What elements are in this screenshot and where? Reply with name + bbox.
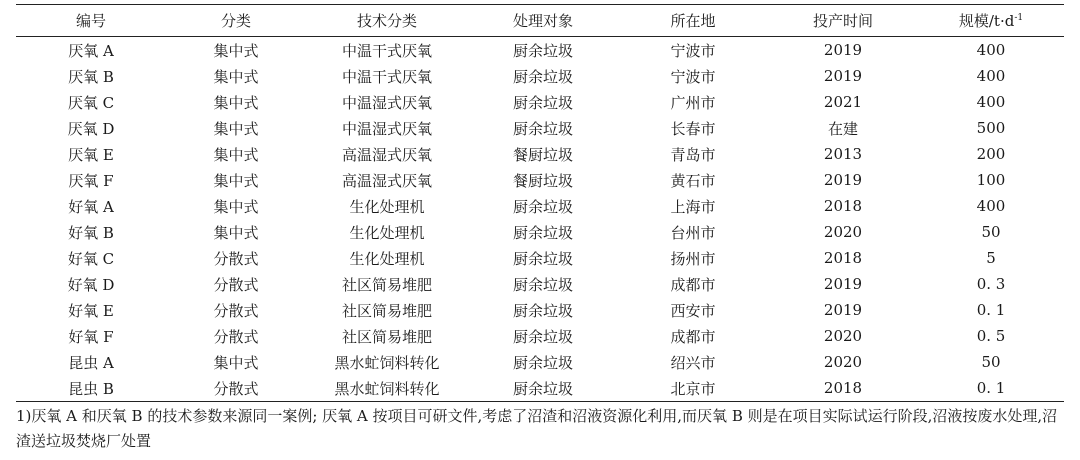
cell-waste-type: 厨余垃圾: [512, 275, 573, 294]
header-waste-type: 处理对象: [512, 12, 573, 30]
cell-start-year: 2020: [823, 353, 863, 371]
cell-scale: 50: [981, 353, 1001, 371]
table-footnote: 1)厌氧 A 和厌氧 B 的技术参数来源同一案例; 厌氧 A 按项目可研文件,考虑了沼渣和沼液资源化利用,而厌氧 B 则是在项目实际试运行阶段,沼液按废水处理,沼渣送垃圾焚烧厂处置: [16, 407, 1058, 450]
cell-technology: 生化处理机: [349, 249, 425, 268]
header-location: 所在地: [670, 12, 716, 30]
cell-start-year: 2019: [823, 171, 863, 189]
cell-location: 青岛市: [670, 145, 716, 164]
cell-technology: 高温湿式厌氧: [341, 171, 432, 190]
header-category: 分类: [220, 12, 251, 30]
cell-start-year: 2019: [823, 301, 863, 319]
cell-technology: 中温干式厌氧: [341, 67, 432, 86]
cell-location: 北京市: [670, 379, 716, 398]
cell-waste-type: 厨余垃圾: [512, 93, 573, 112]
table-row: [16, 271, 1064, 297]
table-row: [16, 141, 1064, 167]
cell-technology: 社区简易堆肥: [341, 275, 432, 294]
cell-scale: 0. 1: [976, 301, 1006, 319]
cell-scale: 5: [986, 249, 996, 267]
cell-scale: 0. 1: [976, 379, 1006, 397]
cell-start-year: 2013: [823, 145, 863, 163]
cell-category: 集中式: [213, 223, 259, 242]
cell-scale: 400: [976, 67, 1006, 85]
cell-category: 分散式: [213, 327, 259, 346]
cell-scale: 50: [981, 223, 1001, 241]
table-row: [16, 297, 1064, 323]
cell-location: 广州市: [670, 93, 716, 112]
cell-category: 分散式: [213, 301, 259, 320]
table-row: [16, 193, 1064, 219]
cell-start-year: 2018: [823, 249, 863, 267]
cell-id: 好氧 C: [67, 249, 115, 268]
cell-category: 集中式: [213, 41, 259, 60]
cell-waste-type: 厨余垃圾: [512, 379, 573, 398]
cell-waste-type: 厨余垃圾: [512, 119, 573, 138]
cell-id: 好氧 A: [68, 197, 114, 216]
cell-location: 台州市: [670, 223, 716, 242]
cell-category: 集中式: [213, 197, 259, 216]
header-scale-label: 规模/t·d: [958, 12, 1015, 30]
cell-technology: 中温湿式厌氧: [341, 119, 432, 138]
table-row: [16, 115, 1064, 141]
cell-category: 集中式: [213, 93, 259, 112]
cell-start-year: 2019: [823, 41, 863, 59]
cell-id: 好氧 B: [68, 223, 114, 242]
table-row: [16, 323, 1064, 349]
cell-id: 厌氧 D: [67, 119, 115, 138]
cell-scale: 500: [976, 119, 1006, 137]
cell-category: 集中式: [213, 145, 259, 164]
cell-technology: 黑水虻饲料转化: [334, 353, 440, 372]
cell-waste-type: 餐厨垃圾: [512, 145, 573, 164]
cell-waste-type: 厨余垃圾: [512, 41, 573, 60]
cell-location: 上海市: [670, 197, 716, 216]
cell-technology: 生化处理机: [349, 197, 425, 216]
cell-technology: 社区简易堆肥: [341, 327, 432, 346]
cell-start-year: 2021: [823, 93, 863, 111]
cell-scale: 400: [976, 197, 1006, 215]
cell-waste-type: 厨余垃圾: [512, 353, 573, 372]
cell-location: 长春市: [670, 119, 716, 138]
cell-technology: 中温干式厌氧: [341, 41, 432, 60]
table-row: [16, 37, 1064, 64]
cell-id: 好氧 F: [68, 327, 114, 346]
cell-waste-type: 厨余垃圾: [512, 223, 573, 242]
cell-waste-type: 厨余垃圾: [512, 249, 573, 268]
cell-location: 宁波市: [670, 67, 716, 86]
cell-category: 分散式: [213, 249, 259, 268]
cell-start-year: 2020: [823, 327, 863, 345]
cell-location: 扬州市: [670, 249, 716, 268]
cell-location: 宁波市: [670, 41, 716, 60]
cell-id: 厌氧 F: [68, 171, 114, 190]
table-row: [16, 245, 1064, 271]
cell-start-year: 2019: [823, 67, 863, 85]
cell-waste-type: 厨余垃圾: [512, 327, 573, 346]
table-row: [16, 63, 1064, 89]
cell-id: 厌氧 B: [68, 67, 114, 86]
cell-technology: 生化处理机: [349, 223, 425, 242]
cell-start-year: 在建: [827, 119, 858, 138]
cell-scale: 200: [976, 145, 1006, 163]
table-row: [16, 375, 1064, 402]
cell-location: 黄石市: [670, 171, 716, 190]
cell-start-year: 2018: [823, 379, 863, 397]
cell-scale: 0. 5: [976, 327, 1006, 345]
cell-category: 集中式: [213, 353, 259, 372]
table-row: [16, 349, 1064, 375]
header-start-year: 投产时间: [812, 12, 873, 30]
data-table-container: [16, 4, 1064, 402]
cell-location: 成都市: [670, 327, 716, 346]
cell-id: 好氧 D: [67, 275, 115, 294]
cell-technology: 高温湿式厌氧: [341, 145, 432, 164]
cell-start-year: 2020: [823, 223, 863, 241]
cell-waste-type: 餐厨垃圾: [512, 171, 573, 190]
cell-category: 集中式: [213, 67, 259, 86]
header-scale-exponent: -1: [1014, 13, 1024, 23]
table-row: [16, 219, 1064, 245]
cell-technology: 社区简易堆肥: [341, 301, 432, 320]
cell-waste-type: 厨余垃圾: [512, 301, 573, 320]
cell-id: 昆虫 A: [68, 353, 114, 372]
header-scale: [918, 5, 1064, 37]
cell-scale: 400: [976, 41, 1006, 59]
cell-location: 绍兴市: [670, 353, 716, 372]
table-row: [16, 167, 1064, 193]
table-body: [16, 37, 1064, 402]
cell-start-year: 2018: [823, 197, 863, 215]
cell-id: 厌氧 A: [68, 41, 114, 60]
cell-scale: 100: [976, 171, 1006, 189]
cell-location: 成都市: [670, 275, 716, 294]
header-id: 编号: [75, 12, 106, 30]
table-header: [16, 5, 1064, 37]
cell-scale: 400: [976, 93, 1006, 111]
cell-id: 昆虫 B: [68, 379, 114, 398]
cell-id: 厌氧 C: [67, 93, 115, 112]
cell-waste-type: 厨余垃圾: [512, 67, 573, 86]
cell-category: 集中式: [213, 171, 259, 190]
cell-start-year: 2019: [823, 275, 863, 293]
cell-category: 分散式: [213, 275, 259, 294]
table-row: [16, 89, 1064, 115]
cell-id: 厌氧 E: [68, 145, 114, 164]
cell-scale: 0. 3: [976, 275, 1006, 293]
header-row: [16, 5, 1064, 37]
cell-category: 集中式: [213, 119, 259, 138]
cell-location: 西安市: [670, 301, 716, 320]
facility-table: [16, 4, 1064, 402]
header-technology: 技术分类: [356, 12, 417, 30]
cell-technology: 黑水虻饲料转化: [334, 379, 440, 398]
cell-waste-type: 厨余垃圾: [512, 197, 573, 216]
cell-id: 好氧 E: [68, 301, 114, 320]
cell-category: 分散式: [213, 379, 259, 398]
cell-technology: 中温湿式厌氧: [341, 93, 432, 112]
